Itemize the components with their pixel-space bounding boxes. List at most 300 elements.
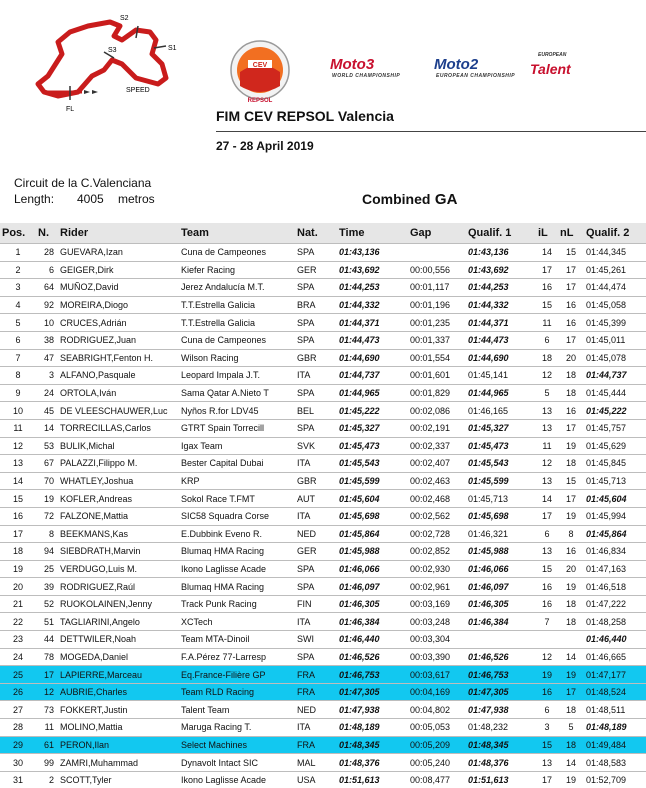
qualif1-cell: 01:45,713 <box>466 490 536 508</box>
gap-cell: 00:02,930 <box>408 560 466 578</box>
finish-line-label: FL <box>66 106 74 113</box>
time-cell: 01:47,305 <box>337 683 408 701</box>
table-row <box>0 419 646 437</box>
pos-cell: 6 <box>0 331 36 349</box>
team-cell: Ikono Laglisse Acade <box>179 771 295 788</box>
qualif2-cell: 01:45,058 <box>584 296 646 314</box>
pos-cell: 5 <box>0 314 36 332</box>
number-cell: 25 <box>36 560 58 578</box>
time-cell: 01:45,222 <box>337 402 408 420</box>
gap-cell: 00:01,337 <box>408 331 466 349</box>
rider-cell: TORRECILLAS,Carlos <box>58 419 179 437</box>
pos-cell: 4 <box>0 296 36 314</box>
table-row <box>0 331 646 349</box>
nl-cell: 19 <box>558 771 584 788</box>
il-cell: 13 <box>536 419 558 437</box>
number-cell: 24 <box>36 384 58 402</box>
nat-cell: SWI <box>295 631 337 649</box>
qualif2-cell: 01:45,399 <box>584 314 646 332</box>
number-cell: 45 <box>36 402 58 420</box>
pos-cell: 10 <box>0 402 36 420</box>
team-cell: Nyños R.for LDV45 <box>179 402 295 420</box>
pos-cell: 23 <box>0 631 36 649</box>
table-row <box>0 578 646 596</box>
rider-cell: MOREIRA,Diogo <box>58 296 179 314</box>
results-body <box>0 244 646 788</box>
time-cell: 01:45,599 <box>337 472 408 490</box>
col-header-il: iL <box>536 223 558 244</box>
pos-cell: 27 <box>0 701 36 719</box>
event-dates: 27 - 28 April 2019 <box>216 139 314 153</box>
pos-cell: 8 <box>0 367 36 385</box>
team-cell: Leopard Impala J.T. <box>179 367 295 385</box>
rider-cell: WHATLEY,Joshua <box>58 472 179 490</box>
qualif1-cell: 01:45,141 <box>466 367 536 385</box>
qualif2-cell: 01:45,757 <box>584 419 646 437</box>
nl-cell: 15 <box>558 244 584 262</box>
time-cell: 01:45,988 <box>337 543 408 561</box>
number-cell: 52 <box>36 595 58 613</box>
il-cell: 6 <box>536 701 558 719</box>
gap-cell: 00:04,169 <box>408 683 466 701</box>
qualif1-cell: 01:48,376 <box>466 754 536 772</box>
qualif2-cell: 01:45,222 <box>584 402 646 420</box>
nat-cell: SPA <box>295 560 337 578</box>
pos-cell: 11 <box>0 419 36 437</box>
gap-cell: 00:02,337 <box>408 437 466 455</box>
rider-cell: SIEBDRATH,Marvin <box>58 543 179 561</box>
qualif1-cell: 01:44,332 <box>466 296 536 314</box>
il-cell: 12 <box>536 455 558 473</box>
qualif2-cell: 01:45,261 <box>584 261 646 279</box>
nl-cell: 17 <box>558 683 584 701</box>
time-cell: 01:46,526 <box>337 648 408 666</box>
pos-cell: 18 <box>0 543 36 561</box>
number-cell: 51 <box>36 613 58 631</box>
gap-cell: 00:01,601 <box>408 367 466 385</box>
number-cell: 67 <box>36 455 58 473</box>
table-row <box>0 402 646 420</box>
qualif2-cell: 01:45,629 <box>584 437 646 455</box>
gap-cell: 00:05,209 <box>408 736 466 754</box>
qualif2-cell: 01:46,518 <box>584 578 646 596</box>
rider-cell: BULIK,Michal <box>58 437 179 455</box>
time-cell: 01:46,097 <box>337 578 408 596</box>
col-header-pos: Pos. <box>0 223 36 244</box>
classification-title <box>362 191 457 209</box>
number-cell: 12 <box>36 683 58 701</box>
pos-cell: 3 <box>0 279 36 297</box>
number-cell: 47 <box>36 349 58 367</box>
qualif1-cell: 01:45,327 <box>466 419 536 437</box>
number-cell: 78 <box>36 648 58 666</box>
qualif2-cell: 01:45,011 <box>584 331 646 349</box>
pos-cell: 17 <box>0 525 36 543</box>
time-cell: 01:46,066 <box>337 560 408 578</box>
nat-cell: NED <box>295 701 337 719</box>
qualif2-cell: 01:48,258 <box>584 613 646 631</box>
team-cell: Jerez Andalucía M.T. <box>179 279 295 297</box>
classification-label: Combined <box>362 191 430 207</box>
qualif1-cell: 01:46,526 <box>466 648 536 666</box>
table-row <box>0 244 646 262</box>
time-cell: 01:44,473 <box>337 331 408 349</box>
moto3-subtitle: WORLD CHAMPIONSHIP <box>332 73 400 79</box>
nat-cell: SPA <box>295 331 337 349</box>
il-cell: 16 <box>536 578 558 596</box>
qualif1-cell: 01:46,321 <box>466 525 536 543</box>
team-cell: E.Dubbink Eveno R. <box>179 525 295 543</box>
il-cell: 15 <box>536 736 558 754</box>
nat-cell: FRA <box>295 666 337 684</box>
time-cell: 01:44,253 <box>337 279 408 297</box>
il-cell: 13 <box>536 472 558 490</box>
number-cell: 14 <box>36 419 58 437</box>
time-cell: 01:44,737 <box>337 367 408 385</box>
qualif1-cell: 01:47,305 <box>466 683 536 701</box>
il-cell: 15 <box>536 296 558 314</box>
qualif1-cell: 01:46,753 <box>466 666 536 684</box>
col-header-nat: Nat. <box>295 223 337 244</box>
nl-cell: 17 <box>558 419 584 437</box>
moto3-logo-text: Moto3 <box>330 56 374 73</box>
qualif2-cell: 01:48,189 <box>584 719 646 737</box>
number-cell: 8 <box>36 525 58 543</box>
pos-cell: 20 <box>0 578 36 596</box>
nl-cell: 19 <box>558 507 584 525</box>
number-cell: 61 <box>36 736 58 754</box>
nl-cell: 16 <box>558 402 584 420</box>
gap-cell: 00:02,407 <box>408 455 466 473</box>
time-cell: 01:51,613 <box>337 771 408 788</box>
team-cell: T.T.Estrella Galicia <box>179 314 295 332</box>
qualif1-cell: 01:44,965 <box>466 384 536 402</box>
nat-cell: GER <box>295 261 337 279</box>
col-header-gap: Gap <box>408 223 466 244</box>
rider-cell: FALZONE,Mattia <box>58 507 179 525</box>
nl-cell: 18 <box>558 701 584 719</box>
nat-cell: ITA <box>295 719 337 737</box>
nat-cell: SPA <box>295 279 337 297</box>
gap-cell: 00:04,802 <box>408 701 466 719</box>
qualif1-cell: 01:45,543 <box>466 455 536 473</box>
qualif2-cell: 01:45,713 <box>584 472 646 490</box>
rider-cell: CRUCES,Adrián <box>58 314 179 332</box>
nl-cell: 18 <box>558 455 584 473</box>
table-row <box>0 648 646 666</box>
il-cell: 13 <box>536 402 558 420</box>
pos-cell: 2 <box>0 261 36 279</box>
qualif1-cell: 01:44,253 <box>466 279 536 297</box>
team-cell: Track Punk Racing <box>179 595 295 613</box>
team-cell: GTRT Spain Torrecill <box>179 419 295 437</box>
team-cell: Talent Team <box>179 701 295 719</box>
team-cell: SIC58 Squadra Corse <box>179 507 295 525</box>
time-cell: 01:48,376 <box>337 754 408 772</box>
title-divider <box>216 131 646 132</box>
nat-cell: GBR <box>295 472 337 490</box>
rider-cell: LAPIERRE,Marceau <box>58 666 179 684</box>
nat-cell: SVK <box>295 437 337 455</box>
nl-cell: 16 <box>558 296 584 314</box>
nat-cell: GBR <box>295 349 337 367</box>
results-table-container <box>0 223 646 788</box>
qualif2-cell: 01:52,709 <box>584 771 646 788</box>
time-cell: 01:44,332 <box>337 296 408 314</box>
talent-cup-logo-text: Talent <box>530 61 571 77</box>
qualif1-cell: 01:45,988 <box>466 543 536 561</box>
table-row <box>0 367 646 385</box>
il-cell: 6 <box>536 525 558 543</box>
col-header-qualif2: Qualif. 2 <box>584 223 646 244</box>
team-cell: Blumaq HMA Racing <box>179 578 295 596</box>
table-row <box>0 349 646 367</box>
time-cell: 01:45,698 <box>337 507 408 525</box>
qualif2-cell: 01:46,834 <box>584 543 646 561</box>
gap-cell: 00:02,086 <box>408 402 466 420</box>
number-cell: 72 <box>36 507 58 525</box>
table-row <box>0 613 646 631</box>
il-cell: 11 <box>536 314 558 332</box>
table-row <box>0 701 646 719</box>
qualif1-cell: 01:43,136 <box>466 244 536 262</box>
nat-cell: FRA <box>295 736 337 754</box>
cev-repsol-logo <box>228 36 292 106</box>
il-cell: 7 <box>536 613 558 631</box>
nat-cell: BRA <box>295 296 337 314</box>
qualif2-cell: 01:46,440 <box>584 631 646 649</box>
nl-cell: 18 <box>558 736 584 754</box>
il-cell: 16 <box>536 595 558 613</box>
nat-cell: BEL <box>295 402 337 420</box>
nat-cell: NED <box>295 525 337 543</box>
qualif2-cell: 01:48,511 <box>584 701 646 719</box>
nl-cell: 15 <box>558 472 584 490</box>
rider-cell: BEEKMANS,Kas <box>58 525 179 543</box>
nl-cell: 17 <box>558 261 584 279</box>
rider-cell: PERON,Ilan <box>58 736 179 754</box>
gap-cell: 00:03,617 <box>408 666 466 684</box>
nl-cell: 18 <box>558 595 584 613</box>
rider-cell: KOFLER,Andreas <box>58 490 179 508</box>
nat-cell: FRA <box>295 683 337 701</box>
number-cell: 38 <box>36 331 58 349</box>
repsol-logo-text: REPSOL <box>248 98 273 104</box>
qualif1-cell: 01:44,690 <box>466 349 536 367</box>
rider-cell: MOGEDA,Daniel <box>58 648 179 666</box>
speed-trap-label: SPEED <box>126 87 150 94</box>
qualif1-cell: 01:44,473 <box>466 331 536 349</box>
pos-cell: 14 <box>0 472 36 490</box>
il-cell: 18 <box>536 349 558 367</box>
rider-cell: GEIGER,Dirk <box>58 261 179 279</box>
pos-cell: 15 <box>0 490 36 508</box>
qualif1-cell: 01:51,613 <box>466 771 536 788</box>
time-cell: 01:48,345 <box>337 736 408 754</box>
gap-cell: 00:02,191 <box>408 419 466 437</box>
team-cell: Sokol Race T.FMT <box>179 490 295 508</box>
qualif1-cell: 01:46,384 <box>466 613 536 631</box>
sector-1-label: S1 <box>168 45 177 52</box>
qualif2-cell: 01:45,845 <box>584 455 646 473</box>
il-cell: 17 <box>536 261 558 279</box>
sector-2-label: S2 <box>120 15 129 22</box>
gap-cell: 00:03,390 <box>408 648 466 666</box>
team-cell: F.A.Pérez 77-Larresp <box>179 648 295 666</box>
team-cell: Igax Team <box>179 437 295 455</box>
nat-cell: SPA <box>295 244 337 262</box>
number-cell: 73 <box>36 701 58 719</box>
il-cell: 6 <box>536 331 558 349</box>
number-cell: 10 <box>36 314 58 332</box>
rider-cell: AUBRIE,Charles <box>58 683 179 701</box>
circuit-layout-icon <box>18 8 188 114</box>
time-cell: 01:48,189 <box>337 719 408 737</box>
il-cell: 15 <box>536 560 558 578</box>
nat-cell: FIN <box>295 595 337 613</box>
il-cell <box>536 631 558 649</box>
table-row <box>0 543 646 561</box>
qualif2-cell: 01:45,444 <box>584 384 646 402</box>
gap-cell: 00:05,053 <box>408 719 466 737</box>
rider-cell: DETTWILER,Noah <box>58 631 179 649</box>
nat-cell: ITA <box>295 367 337 385</box>
nat-cell: SPA <box>295 648 337 666</box>
pos-cell: 1 <box>0 244 36 262</box>
time-cell: 01:45,604 <box>337 490 408 508</box>
length-value: 4005 <box>77 192 104 206</box>
qualif1-cell: 01:46,165 <box>466 402 536 420</box>
table-row <box>0 455 646 473</box>
gap-cell: 00:03,169 <box>408 595 466 613</box>
gap-cell: 00:00,556 <box>408 261 466 279</box>
nat-cell: GER <box>295 543 337 561</box>
rider-cell: RODRIGUEZ,Raúl <box>58 578 179 596</box>
nl-cell: 17 <box>558 331 584 349</box>
table-row <box>0 771 646 788</box>
pos-cell: 22 <box>0 613 36 631</box>
qualif2-cell: 01:44,737 <box>584 367 646 385</box>
time-cell: 01:45,543 <box>337 455 408 473</box>
nl-cell: 19 <box>558 437 584 455</box>
gap-cell: 00:01,117 <box>408 279 466 297</box>
talent-cup-top-text: EUROPEAN <box>538 52 566 58</box>
il-cell: 14 <box>536 244 558 262</box>
circuit-name: Circuit de la C.Valenciana <box>14 176 151 190</box>
qualif1-cell <box>466 631 536 649</box>
table-row <box>0 314 646 332</box>
number-cell: 11 <box>36 719 58 737</box>
gap-cell: 00:02,468 <box>408 490 466 508</box>
nl-cell: 19 <box>558 578 584 596</box>
nl-cell: 17 <box>558 279 584 297</box>
championship-banner <box>316 34 606 98</box>
il-cell: 5 <box>536 384 558 402</box>
il-cell: 3 <box>536 719 558 737</box>
nat-cell: AUT <box>295 490 337 508</box>
time-cell: 01:44,965 <box>337 384 408 402</box>
sector-3-label: S3 <box>108 47 117 54</box>
time-cell: 01:46,305 <box>337 595 408 613</box>
nat-cell: MAL <box>295 754 337 772</box>
table-row <box>0 595 646 613</box>
il-cell: 16 <box>536 279 558 297</box>
number-cell: 92 <box>36 296 58 314</box>
time-cell: 01:45,864 <box>337 525 408 543</box>
time-cell: 01:46,384 <box>337 613 408 631</box>
team-cell: Wilson Racing <box>179 349 295 367</box>
il-cell: 14 <box>536 490 558 508</box>
time-cell: 01:45,473 <box>337 437 408 455</box>
gap-cell: 00:05,240 <box>408 754 466 772</box>
team-cell: KRP <box>179 472 295 490</box>
table-row <box>0 490 646 508</box>
qualif2-cell: 01:44,345 <box>584 244 646 262</box>
qualif1-cell: 01:45,599 <box>466 472 536 490</box>
qualif2-cell: 01:45,078 <box>584 349 646 367</box>
gap-cell: 00:01,829 <box>408 384 466 402</box>
table-row <box>0 384 646 402</box>
number-cell: 6 <box>36 261 58 279</box>
rider-cell: RODRIGUEZ,Juan <box>58 331 179 349</box>
team-cell: Ikono Laglisse Acade <box>179 560 295 578</box>
nat-cell: USA <box>295 771 337 788</box>
table-row <box>0 683 646 701</box>
rider-cell: SCOTT,Tyler <box>58 771 179 788</box>
rider-cell: SEABRIGHT,Fenton H. <box>58 349 179 367</box>
time-cell: 01:43,692 <box>337 261 408 279</box>
il-cell: 17 <box>536 507 558 525</box>
nl-cell: 20 <box>558 560 584 578</box>
number-cell: 64 <box>36 279 58 297</box>
table-header-row <box>0 223 646 244</box>
number-cell: 2 <box>36 771 58 788</box>
moto2-subtitle: EUROPEAN CHAMPIONSHIP <box>436 73 515 79</box>
team-cell: Maruga Racing T. <box>179 719 295 737</box>
nat-cell: ITA <box>295 455 337 473</box>
gap-cell: 00:03,304 <box>408 631 466 649</box>
number-cell: 19 <box>36 490 58 508</box>
qualif1-cell: 01:45,473 <box>466 437 536 455</box>
rider-cell: VERDUGO,Luis M. <box>58 560 179 578</box>
qualif2-cell: 01:48,583 <box>584 754 646 772</box>
rider-cell: FOKKERT,Justin <box>58 701 179 719</box>
rider-cell: RUOKOLAINEN,Jenny <box>58 595 179 613</box>
il-cell: 12 <box>536 648 558 666</box>
rider-cell: GUEVARA,Izan <box>58 244 179 262</box>
col-header-nl: nL <box>558 223 584 244</box>
qualif2-cell: 01:49,484 <box>584 736 646 754</box>
team-cell: XCTech <box>179 613 295 631</box>
nat-cell: SPA <box>295 578 337 596</box>
team-cell: T.T.Estrella Galicia <box>179 296 295 314</box>
table-row <box>0 472 646 490</box>
nl-cell: 5 <box>558 719 584 737</box>
nl-cell: 18 <box>558 367 584 385</box>
col-header-time: Time <box>337 223 408 244</box>
col-header-team: Team <box>179 223 295 244</box>
pos-cell: 9 <box>0 384 36 402</box>
table-row <box>0 261 646 279</box>
gap-cell: 00:01,554 <box>408 349 466 367</box>
col-header-number: N. <box>36 223 58 244</box>
pos-cell: 21 <box>0 595 36 613</box>
qualif2-cell: 01:48,524 <box>584 683 646 701</box>
number-cell: 39 <box>36 578 58 596</box>
gap-cell: 00:02,463 <box>408 472 466 490</box>
nat-cell: SPA <box>295 384 337 402</box>
pos-cell: 24 <box>0 648 36 666</box>
